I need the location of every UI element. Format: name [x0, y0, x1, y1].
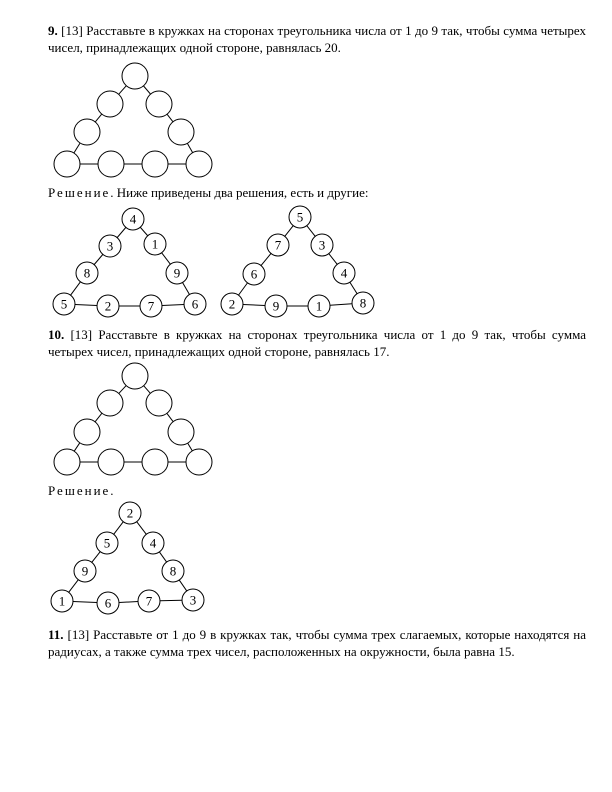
triangle-circle — [142, 151, 168, 177]
connector-line — [239, 283, 248, 295]
triangle-circle — [122, 63, 148, 89]
triangle-circle — [168, 119, 194, 145]
circle-number: 8 — [169, 563, 177, 579]
circle-number: 3 — [189, 592, 197, 608]
connector-line — [117, 227, 126, 237]
triangle-circle — [98, 449, 124, 475]
problem-number: 9. — [48, 23, 58, 38]
problem-number: 11. — [48, 627, 64, 642]
connector-line — [179, 580, 187, 591]
connector-line — [95, 413, 102, 422]
circle-number: 1 — [151, 236, 159, 252]
circle-number: 5 — [296, 209, 304, 225]
triangle-circle — [74, 119, 100, 145]
problem-text: [13] Расставьте от 1 до 9 в кружках так, чтобы сумма трех слагаемых, которые находятся на радиусах, а также сумма трех чисел, расположенных на окружности, была равна 15. — [48, 627, 586, 659]
circle-number: 5 — [103, 535, 111, 551]
circle-number: 4 — [340, 265, 348, 281]
circle-number: 9 — [173, 265, 181, 281]
connector-line — [167, 413, 173, 421]
connector-line — [159, 552, 166, 562]
connector-line — [160, 600, 182, 601]
circle-number: 3 — [318, 237, 326, 253]
circle-number: 2 — [228, 296, 236, 312]
connector-line — [307, 226, 315, 237]
connector-line — [92, 552, 100, 563]
circle-number: 1 — [315, 298, 323, 314]
connector-line — [73, 601, 97, 602]
triangle-empty-9 — [54, 63, 212, 177]
circle-number: 4 — [149, 535, 157, 551]
solution-label: Решение — [48, 483, 111, 498]
connector-line — [95, 114, 101, 122]
triangle-circle — [186, 449, 212, 475]
solution-text: . — [110, 483, 114, 498]
triangle-solution-9b — [221, 206, 374, 317]
triangle-circle — [97, 91, 123, 117]
circle-number: 7 — [274, 237, 282, 253]
connector-line — [183, 283, 190, 295]
triangle-circle — [168, 419, 194, 445]
triangle-solution-9a — [53, 208, 206, 317]
triangle-circle — [74, 419, 100, 445]
triangle-empty-10 — [54, 363, 212, 475]
solution-label: Решение — [48, 185, 111, 200]
problem-text: [13] Расставьте в кружках на сторонах треугольника числа от 1 до 9 так, чтобы сумма четырех чисел, принадлежащих одной стороне, равнялась 20. — [48, 23, 586, 55]
circle-number: 9 — [81, 563, 89, 579]
triangle-circle — [142, 449, 168, 475]
connector-line — [162, 253, 171, 264]
triangle-solution-10 — [51, 502, 204, 614]
connector-line — [94, 254, 103, 264]
triangle-circle — [146, 91, 172, 117]
connector-line — [137, 522, 147, 535]
connector-line — [74, 143, 80, 153]
solution-text: . Ниже приведены два решения, есть и другие: — [110, 185, 369, 200]
circle-number: 2 — [104, 298, 112, 314]
circle-number: 2 — [126, 505, 134, 521]
circle-number: 1 — [58, 593, 66, 609]
problem-text: [13] Расставьте в кружках на сторонах треугольника числа от 1 до 9 так, чтобы сумма четырех чисел, принадлежащих одной стороне, равнялась 17. — [48, 327, 586, 359]
connector-line — [188, 443, 193, 451]
connector-line — [114, 522, 124, 535]
triangle-circle — [54, 449, 80, 475]
connector-line — [329, 254, 337, 265]
connector-line — [119, 602, 138, 603]
circle-number: 7 — [147, 298, 155, 314]
connector-line — [243, 304, 265, 305]
circle-number: 3 — [106, 238, 114, 254]
triangle-circle — [97, 390, 123, 416]
triangle-circle — [146, 390, 172, 416]
circle-number: 4 — [129, 211, 137, 227]
circle-number: 9 — [272, 298, 280, 314]
circle-number: 8 — [359, 295, 367, 311]
triangle-circle — [186, 151, 212, 177]
circle-number: 5 — [60, 296, 68, 312]
connector-line — [144, 386, 151, 394]
connector-line — [261, 253, 271, 265]
connector-line — [74, 443, 80, 451]
connector-line — [140, 227, 147, 235]
triangle-circle — [122, 363, 148, 389]
triangle-circle — [98, 151, 124, 177]
connector-line — [143, 86, 150, 94]
connector-line — [330, 304, 352, 306]
circle-number: 6 — [191, 296, 199, 312]
circle-number: 6 — [104, 595, 112, 611]
circle-number: 6 — [250, 266, 258, 282]
connector-line — [350, 282, 357, 293]
connector-line — [75, 304, 97, 305]
connector-line — [162, 304, 184, 305]
connector-line — [71, 282, 81, 295]
connector-line — [69, 580, 79, 593]
connector-line — [285, 226, 293, 237]
connector-line — [119, 386, 126, 394]
triangle-circle — [54, 151, 80, 177]
circle-number: 7 — [145, 593, 153, 609]
connector-line — [187, 143, 192, 152]
connector-line — [119, 86, 127, 95]
problem-number: 10. — [48, 327, 65, 342]
circle-number: 8 — [83, 265, 91, 281]
connector-line — [167, 114, 173, 122]
